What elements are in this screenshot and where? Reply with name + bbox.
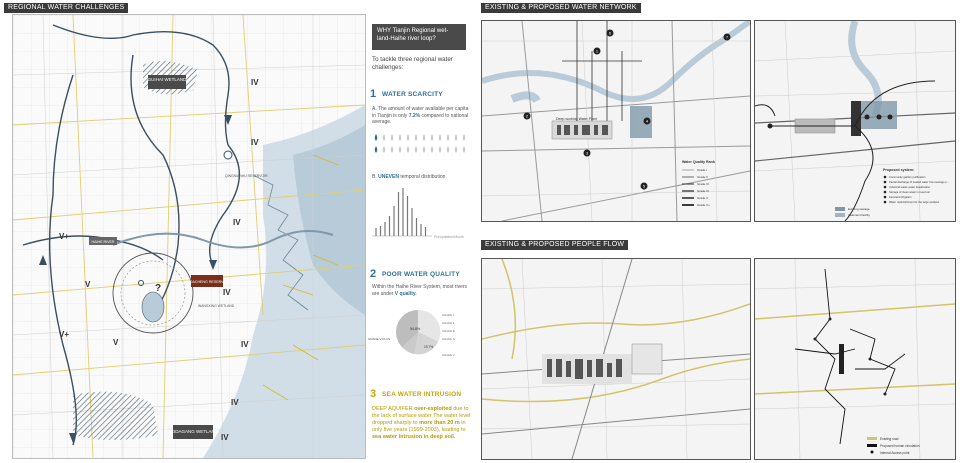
grade-label: IV bbox=[241, 340, 249, 349]
legend-item: Grade I bbox=[697, 168, 708, 172]
water-drop-icon bbox=[391, 146, 394, 153]
question-box: WHY Tianjin Regional wet-land-Haihe river loop? bbox=[372, 24, 466, 50]
section2-number: 2 bbox=[370, 268, 377, 280]
people-right-map bbox=[754, 258, 956, 460]
section3-t2: over-exploited bbox=[414, 406, 452, 412]
infographic-column bbox=[366, 14, 476, 459]
marker: 2 bbox=[525, 113, 529, 119]
section1-text-b-em: UNEVEN bbox=[378, 174, 399, 180]
section3-t7: sea water intrusion in deep soil. bbox=[372, 434, 456, 440]
legend-item: Grade V+ bbox=[697, 203, 710, 207]
section2-text-em: V quality. bbox=[394, 290, 417, 297]
section1-text-b-lead: B. bbox=[372, 174, 377, 180]
legend-item: Grade II bbox=[697, 175, 708, 179]
pie-mid-value: 19.7% bbox=[424, 345, 434, 349]
section3-t6: in only five years (1999-2003), leading to bbox=[372, 420, 466, 433]
marker: 5 bbox=[642, 183, 646, 189]
grade-label: V bbox=[85, 280, 91, 289]
water-drop-icon bbox=[431, 134, 434, 141]
grade-label: IV bbox=[221, 433, 229, 442]
pie-label: GRADE III bbox=[442, 329, 456, 333]
pie-label: GRADE IV bbox=[442, 337, 456, 341]
water-drop-icon bbox=[407, 134, 410, 141]
header-people: EXISTING & PROPOSED PEOPLE FLOW bbox=[481, 240, 628, 250]
water-drop-icon bbox=[463, 146, 466, 153]
section2-text bbox=[372, 284, 472, 297]
grade-label: IV bbox=[251, 78, 259, 87]
legend-existing: Existing sewage bbox=[848, 207, 870, 211]
proposed-title: Proposed system: bbox=[883, 168, 915, 172]
haihe-label: HAIHE RIVER bbox=[91, 240, 115, 244]
grade-label: V+ bbox=[59, 330, 70, 339]
grade-label: IV bbox=[251, 138, 259, 147]
legend-access: Internal Access point bbox=[880, 451, 910, 455]
regional-map-svg bbox=[13, 15, 365, 458]
pie-left-label: GRADE V PLUS bbox=[368, 337, 391, 341]
section3-t4: The water level dropped sharply to bbox=[372, 413, 471, 426]
water-drop-icon bbox=[383, 134, 386, 141]
pie-center-value: 54.8% bbox=[410, 327, 421, 331]
section1-text-a bbox=[372, 106, 472, 126]
water-drop-icon bbox=[407, 146, 410, 153]
marker: 3 bbox=[585, 150, 589, 156]
legend-proposed: Proposed human circulation bbox=[880, 444, 920, 448]
legend-title: Water Quality Rank bbox=[682, 160, 715, 164]
beidagang-label: BEIDAGANG WETLAND bbox=[167, 429, 219, 434]
question-mark: ? bbox=[155, 283, 162, 294]
proposed-bullet bbox=[884, 196, 887, 199]
water-drop-icon bbox=[415, 134, 418, 141]
people-map bbox=[481, 258, 751, 460]
section1-title: WATER SCARCITY bbox=[382, 91, 443, 98]
regional-map bbox=[12, 14, 366, 459]
proposed-bullet bbox=[884, 176, 887, 179]
water-drop-icon bbox=[439, 134, 442, 141]
legend-treatment: treatment facility bbox=[848, 213, 870, 217]
proposed-item: Water replenishment for the large wetland bbox=[889, 201, 939, 204]
network-right-map bbox=[754, 20, 956, 222]
qingnianhu-label: QINGNIANHU RESERVOIR bbox=[225, 174, 268, 178]
proposed-bullet bbox=[884, 186, 887, 189]
proposed-bullet bbox=[884, 191, 887, 194]
water-drop-icon bbox=[383, 146, 386, 153]
water-drop-icon bbox=[391, 134, 394, 141]
grade-label: V bbox=[113, 338, 119, 347]
people-map-svg bbox=[482, 259, 750, 459]
marker: 7 bbox=[725, 34, 729, 40]
grade-label: V+ bbox=[59, 232, 70, 241]
water-drops-icon bbox=[372, 130, 472, 158]
legend-item: Grade IV bbox=[697, 189, 710, 193]
proposed-item: Storage of clean water in reservoir bbox=[889, 191, 930, 194]
water-drop-icon bbox=[455, 134, 458, 141]
water-drop-icon bbox=[447, 134, 450, 141]
plant-label: Deep-working Water Plant bbox=[556, 117, 597, 121]
section1-text-a-lead: A. The amount of water available per capita in Tianjin is only bbox=[372, 106, 469, 119]
marker: 4 bbox=[645, 118, 649, 124]
reservoir-label: BEIDACHENG RESERVOIR bbox=[184, 280, 230, 284]
proposed-item: Industrial waste water desalination bbox=[889, 186, 931, 189]
section1-text-b-end: temporal distribution bbox=[400, 174, 446, 180]
section3-number: 3 bbox=[370, 388, 377, 400]
network-map-svg bbox=[482, 21, 750, 221]
network-right-svg bbox=[755, 21, 955, 221]
water-drop-icon bbox=[455, 146, 458, 153]
network-map bbox=[481, 20, 751, 222]
section3-t5: more than 20 m bbox=[419, 420, 460, 426]
section3-title: SEA WATER INTRUSION bbox=[382, 391, 462, 398]
water-drop-icon bbox=[415, 146, 418, 153]
intro-text: To tackle three regional water challenges: bbox=[372, 56, 453, 71]
proposed-bullet bbox=[884, 181, 887, 184]
pie-label: GRADE II bbox=[442, 321, 455, 325]
section3-t3: due to the lack of surface water bbox=[372, 406, 469, 419]
header-network: EXISTING & PROPOSED WATER NETWORK bbox=[481, 3, 641, 13]
proposed-item: Community garden purification bbox=[889, 176, 926, 179]
section1-text-a-value: 7.2% bbox=[408, 112, 421, 119]
section1-text-a-end: compared to national average. bbox=[372, 112, 469, 125]
water-drop-icon bbox=[423, 134, 426, 141]
legend-item: Grade III bbox=[697, 182, 709, 186]
water-drop-icon bbox=[463, 134, 466, 141]
precipitation-chart bbox=[372, 186, 472, 244]
proposed-item: Farmland irrigation bbox=[889, 196, 912, 199]
grade-label: IV bbox=[231, 398, 239, 407]
proposed-bullet bbox=[884, 201, 887, 204]
water-quality-pie bbox=[366, 302, 476, 362]
wangxing-label: WANGXING WETLAND bbox=[198, 304, 235, 308]
section3-text bbox=[372, 406, 472, 441]
water-drop-icon bbox=[447, 146, 450, 153]
marker: 6 bbox=[608, 30, 612, 36]
legend-existing-road: Existing road bbox=[880, 437, 899, 441]
people-right-svg bbox=[755, 259, 955, 459]
grade-label: IV bbox=[223, 288, 231, 297]
water-drop-icon bbox=[399, 146, 402, 153]
header-regional: REGIONAL WATER CHALLENGES bbox=[4, 3, 128, 13]
pie-label: GRADE I bbox=[442, 313, 454, 317]
water-drop-icon bbox=[423, 146, 426, 153]
water-drop-icon bbox=[439, 146, 442, 153]
water-drop-icon bbox=[375, 134, 378, 141]
section2-title: POOR WATER QUALITY bbox=[382, 271, 460, 278]
legend-item: Grade V bbox=[697, 196, 709, 200]
section2-text-lead: Within the Haihe River System, most rivers are under bbox=[372, 284, 468, 297]
grade-label: IV bbox=[233, 218, 241, 227]
proposed-item: Partial discharge of treated water from sewage p… bbox=[889, 181, 950, 184]
pie-label: GRADE V bbox=[442, 353, 455, 357]
guihai-label: GUIHAI WETLAND bbox=[147, 77, 187, 82]
water-drop-icon bbox=[431, 146, 434, 153]
water-drop-icon bbox=[375, 146, 378, 153]
section1-text-b bbox=[372, 174, 472, 181]
water-drop-icon bbox=[399, 134, 402, 141]
marker: 1 bbox=[595, 48, 599, 54]
section3-t1: DEEP AQUIFER bbox=[372, 406, 413, 412]
section1-number: 1 bbox=[370, 88, 377, 100]
precip-caption: Precipitation/Month bbox=[434, 235, 464, 239]
